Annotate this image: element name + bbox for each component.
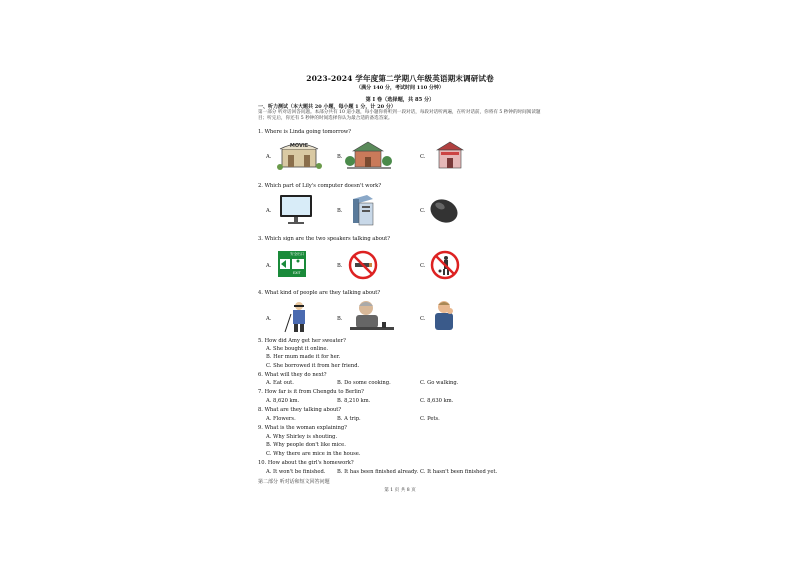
paper-title: 2023-2024 学年度第二学期八年级英语期末调研试卷: [306, 74, 494, 83]
q2-option-c[interactable]: C.: [420, 208, 426, 214]
restaurant-picture[interactable]: [427, 138, 475, 172]
q4-option-a[interactable]: A.: [266, 316, 272, 322]
paper-subtitle: （满分 140 分，考试时间 110 分钟）: [356, 85, 444, 91]
blind-man-picture[interactable]: [283, 300, 331, 334]
no-smoking-sign-picture[interactable]: [348, 249, 396, 283]
q9-option-b[interactable]: B. Why people don't like mice.: [266, 442, 346, 448]
q3-option-c[interactable]: C.: [420, 263, 426, 269]
exam-paper: [250, 66, 550, 506]
q6-option-a[interactable]: A. Eat out.: [266, 380, 294, 386]
exit-sign-en: EXIT: [293, 271, 301, 275]
q5-option-a[interactable]: A. She bought it online.: [266, 346, 329, 352]
q8-option-b[interactable]: B. A trip.: [337, 416, 361, 422]
q10-option-b[interactable]: B. It has been finished already.: [337, 469, 419, 475]
q5-option-c[interactable]: C. She borrowed it from her friend.: [266, 363, 360, 369]
q3-option-b[interactable]: B.: [337, 263, 343, 269]
question-3: 3. Which sign are the two speakers talking about?: [258, 236, 391, 242]
question-2: 2. Which part of Lily's computer doesn't work?: [258, 183, 382, 189]
section-2-heading: 第二部分 听对话和短文回答问题: [258, 479, 330, 485]
exit-sign-picture[interactable]: [278, 249, 326, 283]
q5-option-b[interactable]: B. Her mum made it for her.: [266, 354, 341, 360]
q9-option-a[interactable]: A. Why Shirley is shouting.: [266, 434, 338, 440]
q2-option-a[interactable]: A.: [266, 208, 272, 214]
computer-case-picture[interactable]: [347, 193, 395, 227]
q9-option-c[interactable]: C. Why there are mice in the house.: [266, 451, 361, 457]
q8-option-a[interactable]: A. Flowers.: [266, 416, 296, 422]
q7-option-a[interactable]: A. 8,620 km.: [266, 398, 300, 404]
question-6: 6. What will they do next?: [258, 372, 327, 378]
q4-option-c[interactable]: C.: [420, 316, 426, 322]
svg-text:MOVIE: MOVIE: [289, 143, 309, 149]
question-10: 10. How about the girl's homework?: [258, 460, 354, 466]
q7-option-c[interactable]: C. 8,630 km.: [420, 398, 454, 404]
q4-option-b[interactable]: B.: [337, 316, 343, 322]
q1-option-c[interactable]: C.: [420, 154, 426, 160]
q2-option-b[interactable]: B.: [337, 208, 343, 214]
section-heading: 一、听力测试（本大题共 20 小题，每小题 1 分，计 20 分）: [258, 104, 396, 110]
question-5: 5. How did Amy get her sweater?: [258, 338, 346, 344]
q1-option-b[interactable]: B.: [337, 154, 343, 160]
coughing-man-picture[interactable]: [430, 298, 478, 332]
q8-option-c[interactable]: C. Pets.: [420, 416, 440, 422]
mouse-picture[interactable]: [428, 194, 476, 228]
question-7: 7. How far is it from Chengdu to Berlin?: [258, 389, 364, 395]
monitor-picture[interactable]: [276, 193, 324, 227]
q10-option-c[interactable]: C. It hasn't been finished yet.: [420, 469, 498, 475]
q7-option-b[interactable]: B. 8,210 km.: [337, 398, 371, 404]
q6-option-b[interactable]: B. Do some cooking.: [337, 380, 391, 386]
question-1: 1. Where is Linda going tomorrow?: [258, 129, 351, 135]
q6-option-c[interactable]: C. Go walking.: [420, 380, 459, 386]
no-littering-sign-picture[interactable]: [430, 249, 478, 283]
question-4: 4. What kind of people are they talking about?: [258, 290, 381, 296]
page-footer: 第 1 页 共 8 页: [384, 488, 416, 493]
old-man-picture[interactable]: [348, 298, 396, 332]
part-heading: 第 I 卷（选择题，共 85 分）: [365, 97, 435, 103]
question-8: 8. What are they talking about?: [258, 407, 342, 413]
q1-option-a[interactable]: A.: [266, 154, 272, 160]
q3-option-a[interactable]: A.: [266, 263, 272, 269]
cinema-picture[interactable]: [276, 137, 324, 171]
exit-sign-text: 安全出口: [290, 252, 305, 256]
library-building-picture[interactable]: [345, 137, 393, 171]
instructions: 第一部分 听对话回答问题。本部分共有 10 道小题，每小题你将听到一段对话，每段对话听两遍，在听对话前，你将有 5 秒钟的时间阅读题目；听完后，你还有 5 秒钟的时间选择你认为最合适的备选答案。: [258, 110, 541, 122]
question-9: 9. What is the woman explaining?: [258, 425, 347, 431]
q10-option-a[interactable]: A. It won't be finished.: [266, 469, 326, 475]
